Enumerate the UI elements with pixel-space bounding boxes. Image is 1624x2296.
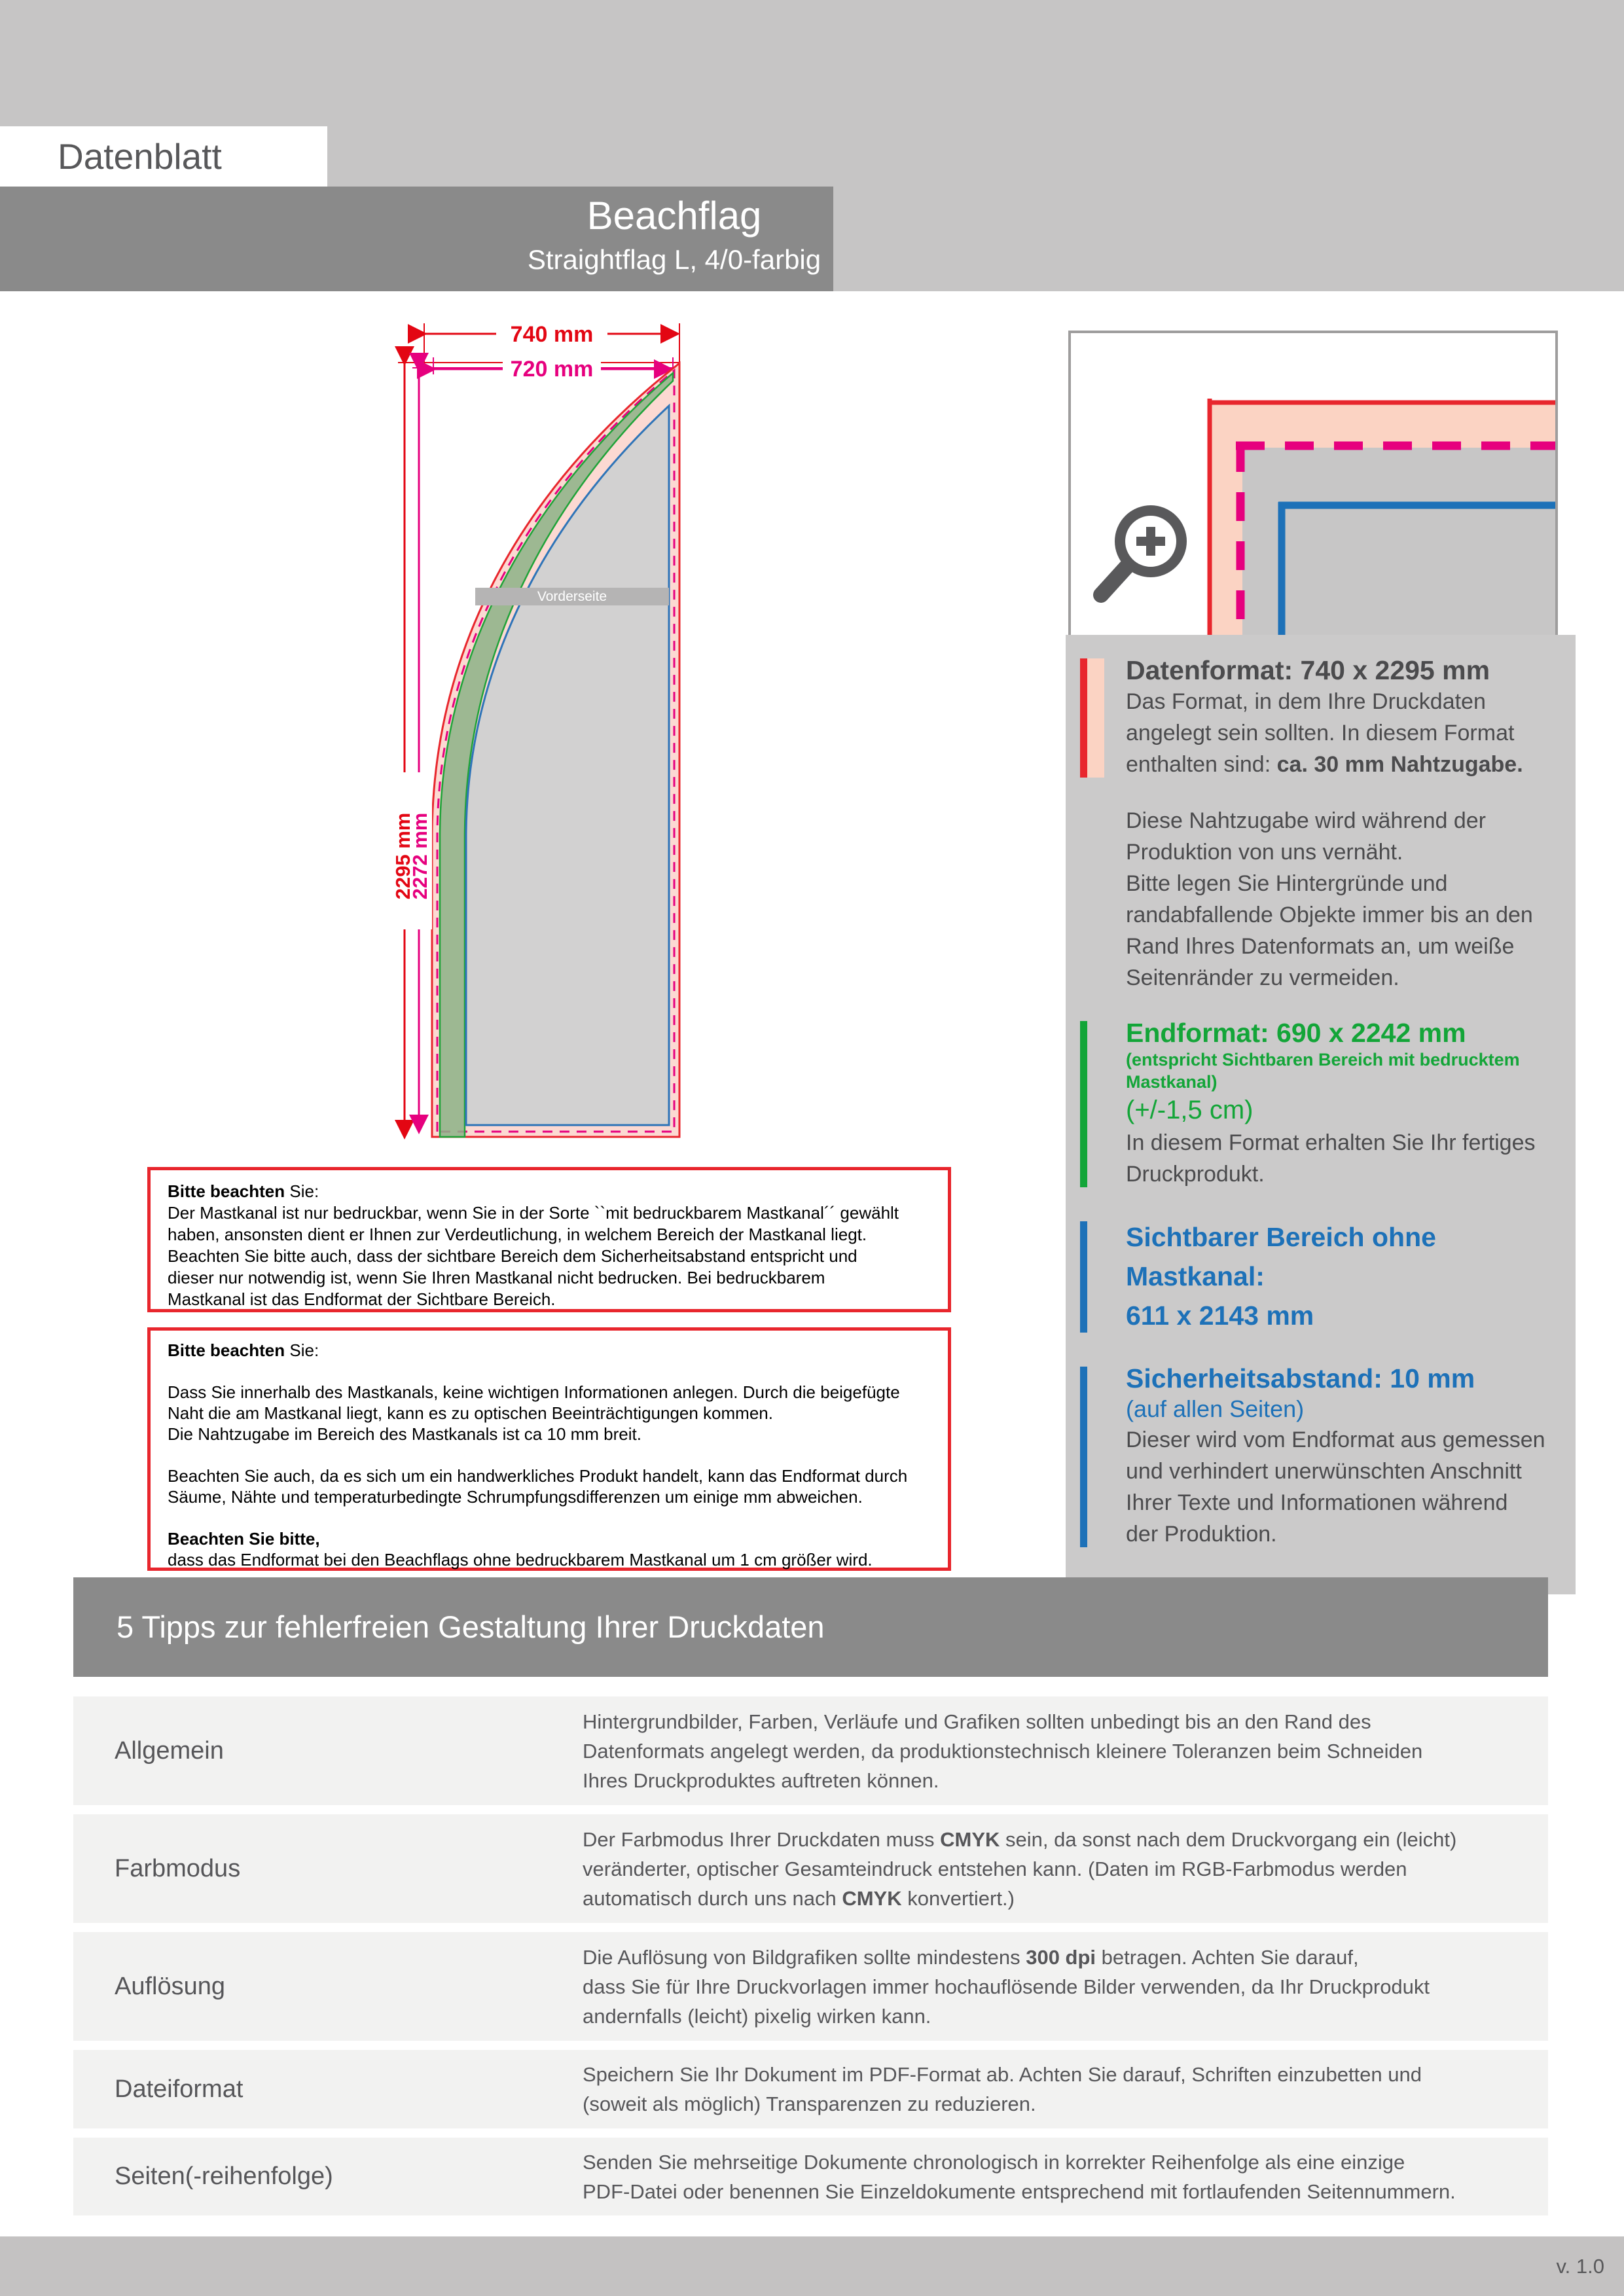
notice-2-text: Bitte beachten Sie: Dass Sie innerhalb des Mastkanals, keine wichtigen Informationen anlegen. Durch die beigefügte Naht die am Mastkanal liegt, kann es zu optischen Beeinträchtigungen kommen. Die Nahtzugabe im Bereich des Mastkanals ist ca 10 mm breit. Beachten Sie auch, da es sich um ein handwerkliches Produkt handelt, kann das Endformat durch Säume, Nähte und temperaturbedingte Schrumpfungsdifferenzen um einige mm abweichen. Beachten Sie bitte, dass das Endformat bei den Beachflags ohne bedruckbarem Mastkanal um 1 cm größer wird. [168, 1340, 908, 1570]
datenformat-title: Datenformat: 740 x 2295 mm [1126, 655, 1490, 685]
doc-type-box [0, 126, 327, 187]
zoom-detail-box [1068, 331, 1558, 638]
footer-bar [0, 2236, 1624, 2296]
section-datenformat [1066, 655, 1564, 780]
tip-text: Speichern Sie Ihr Dokument im PDF-Format ab. Achten Sie darauf, Schriften einzubetten und (soweit als möglich) Transparenzen zu reduzieren. [583, 2063, 1422, 2115]
dim-2295-label: 2295 mm [391, 812, 414, 900]
section-nahtzugabe-note [1066, 805, 1564, 994]
endformat-subtitle: (entspricht Sichtbaren Bereich mit bedrucktem Mastkanal) [1126, 1050, 1520, 1092]
sicherheitsabstand-subtitle: (auf allen Seiten) [1126, 1395, 1305, 1422]
section-sicherheitsabstand [1066, 1363, 1564, 1550]
endformat-body: In diesem Format erhalten Sie Ihr fertiges Druckprodukt. [1126, 1130, 1536, 1187]
zoom-plus-icon [1101, 511, 1182, 595]
tip-text: Die Auflösung von Bildgrafiken sollte mindestens 300 dpi betragen. Achten Sie darauf, dass Sie für Ihre Druckvorlagen immer hochauflösende Bilder verwenden, da Ihr Druckprodukt andernfalls (leicht) pixelig wirken kann. [583, 1945, 1430, 2028]
tip-row-aufloesung [73, 1932, 1548, 2041]
corner-gray-area [1242, 448, 1555, 636]
product-subtitle: Straightflag L, 4/0-farbig [527, 244, 821, 275]
zoom-detail-graphic [1071, 333, 1555, 636]
info-panel [1066, 635, 1576, 1594]
tip-text: Senden Sie mehrseitige Dokumente chronologisch in korrekter Reihenfolge als eine einzige PDF-Datei oder benennen Sie Einzeldokumente entsprechend mit fortlaufenden Seitennummern. [583, 2150, 1456, 2203]
product-banner [0, 187, 833, 291]
section-endformat [1066, 1017, 1564, 1190]
datenformat-bar-red [1080, 658, 1087, 778]
product-title: Beachflag [586, 194, 762, 238]
tip-label: Seiten(-reihenfolge) [115, 2162, 333, 2190]
tip-row-allgemein [73, 1696, 1548, 1805]
tip-text: Der Farbmodus Ihrer Druckdaten muss CMYK sein, da sonst nach dem Druckvorgang ein (leicht) veränderter, optischer Gesamteindruck entstehen kann. (Daten im RGB-Farbmodus werden automatisch durch uns nach CMYK konvertiert.) [583, 1827, 1457, 1910]
notice-box-naht [147, 1327, 951, 1571]
datenformat-bar-peach [1087, 658, 1104, 778]
tip-label: Dateiformat [115, 2075, 244, 2103]
sicherheitsabstand-body: Dieser wird vom Endformat aus gemessen und verhindert unerwünschten Anschnitt Ihrer Texte und Informationen während der Produktion. [1126, 1427, 1545, 1547]
tip-row-seitenreihenfolge [73, 2138, 1548, 2215]
front-side-label: Vorderseite [537, 589, 607, 604]
dim-2272-label: 2272 mm [408, 812, 431, 900]
tip-label: Auflösung [115, 1972, 226, 2000]
nahtzugabe-note: Diese Nahtzugabe wird während der Produktion von uns vernäht. Bitte legen Sie Hintergründe und randabfallende Objekte immer bis an den Rand Ihres Datenformats an, um weiße Seitenränder zu vermeiden. [1126, 808, 1533, 990]
dim-740-label: 740 mm [510, 322, 594, 347]
version-label: v. 1.0 [1556, 2255, 1604, 2278]
sicherheitsabstand-bar [1080, 1367, 1087, 1547]
tip-row-dateiformat [73, 2050, 1548, 2128]
tips-heading: 5 Tipps zur fehlerfreien Gestaltung Ihrer Druckdaten [117, 1609, 825, 1644]
endformat-title: Endformat: 690 x 2242 mm [1126, 1018, 1466, 1048]
tip-label: Farbmodus [115, 1854, 241, 1882]
sichtbarer-title: Sichtbarer Bereich ohne Mastkanal: 611 x 2143 mm [1126, 1222, 1436, 1331]
tips-heading-banner [73, 1577, 1548, 1677]
tip-text: Hintergrundbilder, Farben, Verläufe und Grafiken sollten unbedingt bis an den Rand des Datenformats angelegt werden, da produktionstechnisch kleinere Toleranzen beim Schneiden Ihres Druckproduktes auftreten können. [583, 1710, 1423, 1792]
product-banner-text [393, 192, 956, 279]
dim-720-label: 720 mm [510, 357, 594, 382]
tip-row-farbmodus [73, 1814, 1548, 1923]
notice-1-text: Bitte beachten Sie: Der Mastkanal ist nur bedruckbar, wenn Sie in der Sorte ``mit bedruckbarem Mastkanal´´ gewählt haben, ansonsten dient er Ihnen zur Verdeutlichung, in welchem Bereich der Mastkanal liegt. Beachten Sie bitte auch, dass der sichtbare Bereich dem Sicherheitsabstand entspricht und dieser nur notwendig ist, wenn Sie Ihren Mastkanal nicht bedrucken. Bei bedruckbarem Mastkanal ist das Endformat der Sichtbare Bereich. [168, 1181, 899, 1309]
tip-label: Allgemein [115, 1736, 224, 1765]
section-sichtbarer-bereich [1066, 1217, 1564, 1335]
sicherheitsabstand-title: Sicherheitsabstand: 10 mm [1126, 1363, 1475, 1393]
endformat-tolerance: (+/-1,5 cm) [1126, 1096, 1254, 1124]
sichtbarer-bar [1080, 1221, 1087, 1333]
doc-type-label: Datenblatt [58, 136, 222, 177]
endformat-bar [1080, 1021, 1087, 1187]
datenformat-body: Das Format, in dem Ihre Druckdaten angelegt sein sollten. In diesem Format enthalten sind: ca. 30 mm Nahtzugabe. [1126, 689, 1523, 777]
notice-box-mastkanal [147, 1167, 951, 1312]
flag-diagram [367, 314, 707, 1178]
